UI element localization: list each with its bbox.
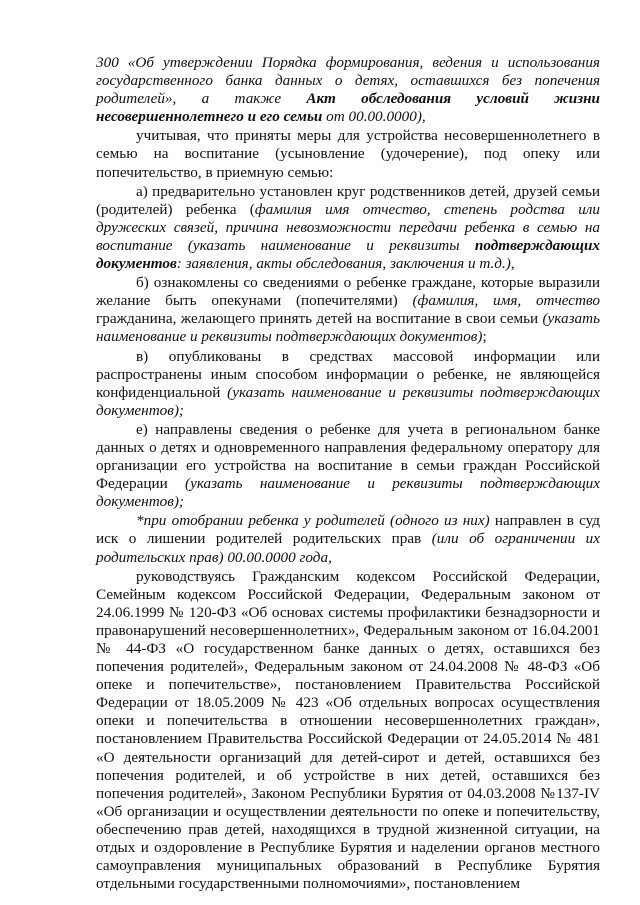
removal-note-italic: *при отобрании ребенка у родителей (одного из них) [136,512,490,530]
inspection-act-date: от 00.00.0000), [322,108,426,126]
item-a-italic-end: : заявления, акты обследования, заключения и т.д.), [176,255,515,273]
inspection-act-title: Акт обследования условий жизни несовершеннолетнего и его семьи [96,90,600,126]
item-e-italic: (указать наименование и реквизиты подтверждающих документов); [96,475,600,511]
item-b-italic-docs: (указать наименование и реквизиты подтверждающих документов) [96,310,600,346]
item-b-italic-fio: (фамилия, имя, отчество [412,292,600,310]
item-a-bold-documents: подтверждающих документов [96,236,600,273]
item-b-text-2: гражданина, желающего принять детей на воспитание в свои семьи [96,310,543,328]
regulation-reference-text: 300 «Об утверждении Порядка формирования, ведения и использования государственного банка данных о детях, оставшихся без попечения родителей», а также [96,54,600,108]
paragraph-item-b [96,274,600,346]
item-b-text: б) ознакомлены со сведениями о ребенке граждане, которые выразили желание быть опекунами (попечителями) [96,274,600,310]
paragraph-item-a [96,183,600,273]
document-page [96,54,600,893]
paragraph-item-v [96,348,600,420]
removal-note-italic-end: (или об ограничении их родительских прав) 00.00.0000 года, [96,530,600,566]
item-a-text: а) предварительно установлен круг родственников детей, друзей семьи (родителей) ребенка ( [96,182,600,218]
item-a-italic: фамилия имя отчество, степень родства или дружеских связей, причина невозможности передачи ребенка в семью на воспитание (указать наименование и реквизиты [96,200,600,254]
paragraph-guided-by: руководствуясь Гражданским кодексом Российской Федерации, Семейным кодексом Российской Федерации, Федеральным законом от 24.06.1999 № 120-ФЗ «Об основах системы профилактики безнадзорности и правонарушений несовершеннолетних», Федеральным законом от 16.04.2001 № 44-ФЗ «О государственном банке данных о детях, оставшихся без попечения родителей», Федеральным законом от 24.04.2008 № 48-ФЗ «Об опеке и попечительстве», постановлением Правительства Российской Федерации от 18.05.2009 № 423 «Об отдельных вопросах осуществления опеки и попечительства в отношении несовершеннолетних граждан», постановлением Правительства Российской Федерации от 24.05.2014 № 481 «О деятельности организаций для детей-сирот и детей, оставшихся без попечения родителей, и об устройстве в них детей, оставшихся без попечения родителей», Законом Республики Бурятия от 04.03.2008 №137-IV «Об организации и осуществлении деятельности по опеке и попечительству, обеспечению прав детей, находящихся в трудной жизненной ситуации, на отдых и оздоровление в Республике Бурятия и наделении органов местного самоуправления муниципальных образований в Республике Бурятия отдельными государственными полномочиями», постановлением [96,567,600,893]
item-e-text: е) направлены сведения о ребенке для учета в региональном банке данных о детях и одновременного направления федеральному оператору для организации его устройства на воспитание в семьи граждан Российской Федерации [96,420,600,493]
paragraph-removal-note [96,512,600,566]
item-v-italic: (указать наименование и реквизиты подтверждающих документов); [96,383,600,419]
paragraph-item-e [96,421,600,511]
item-v-text: в) опубликованы в средствах массовой информации или распространены иным способом информации о ребенке, не являющейся конфиденциальной [96,347,600,401]
removal-note-text: направлен в суд иск о лишении родителей родительских прав [96,512,600,548]
item-b-end: ; [482,328,487,346]
paragraph-intro-continuation [96,54,600,126]
paragraph-considering: учитывая, что приняты меры для устройства несовершеннолетнего в семью на воспитание (усыновление (удочерение), под опеку или попечительство, в приемную семью: [96,127,600,181]
